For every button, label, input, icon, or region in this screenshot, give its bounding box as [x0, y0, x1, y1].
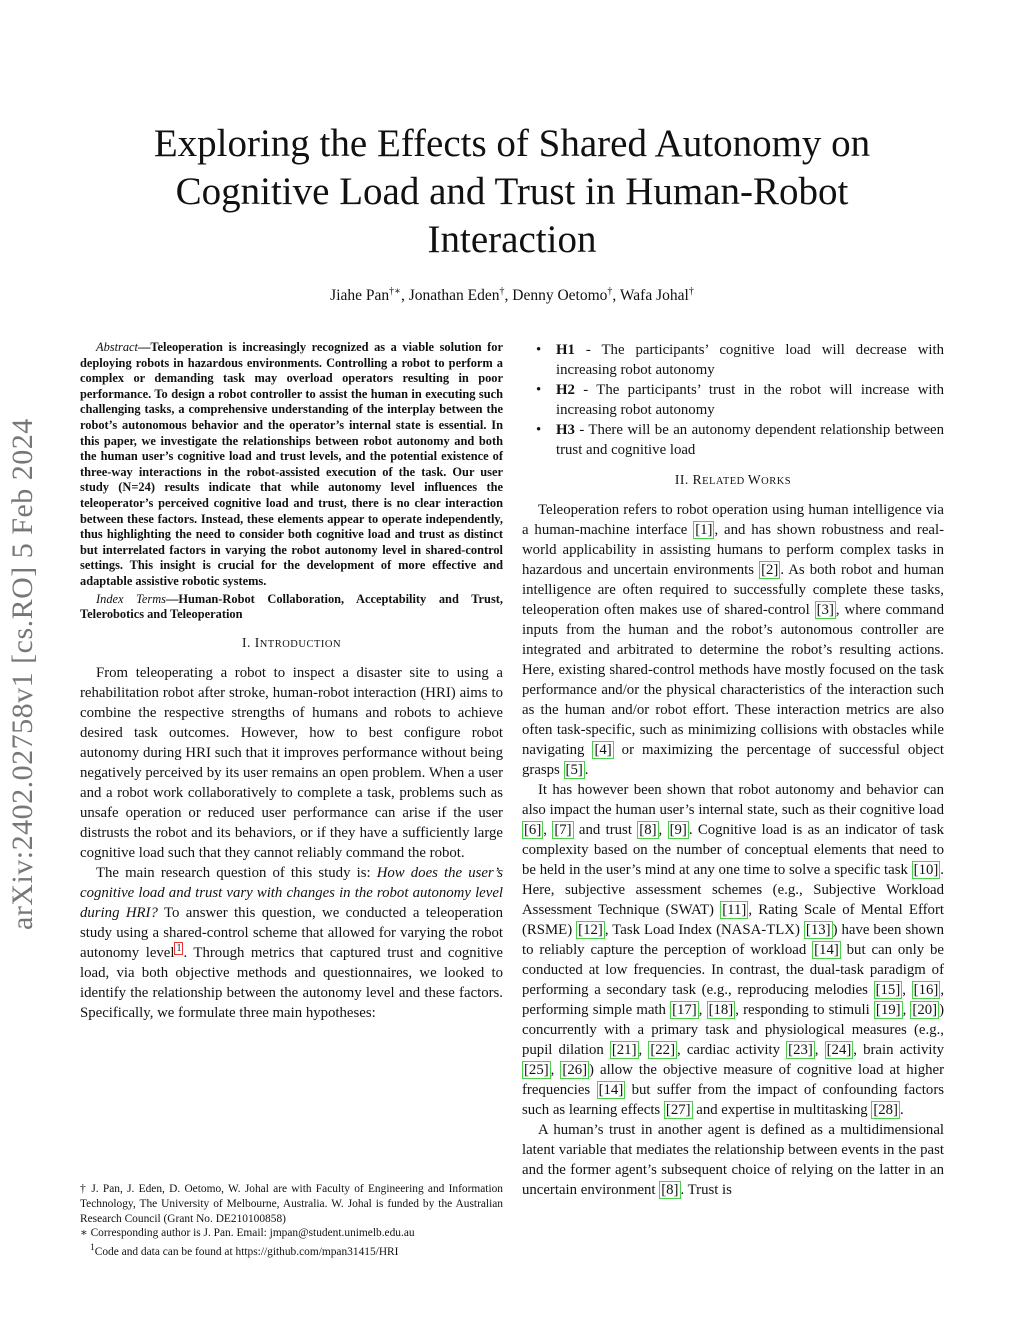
citation-link[interactable]: [19]: [875, 1002, 901, 1018]
citation-link[interactable]: [15]: [875, 982, 901, 998]
section-heading-introduction: I. INTRODUCTION: [241, 634, 342, 650]
related-works-paragraph: It has however been shown that robot autonomy and behavior can also impact the human user’s internal state, such as their cognitive load [6] , [7] and trust [8] , [9] . Cognitive load is as an indicator of task complexity based on the number of conceptual elements that need to be held in the user’s mind at any one time to solve a specific task [10] . Here, subjective assessment schemes (e.g., Subjective Workload Assessment Technique (SWAT) [11] , Rating Scale of Mental Effort (RSME) [12] , Task Load Index (NASA-TLX) [13] ) have been shown to reliably capture the perception of workload [14] but can only be conducted at low frequencies. In contrast, the dual-task paradigm of performing a secondary task (e.g., reproducing melodies [15] , [16] , performing simple math [17] , [18] , responding to stimuli [19] , [20] ) concurrently with a primary task and physiological measures (e.g., pupil dilation [21] , [22] , cardiac activity [23] , [24] , brain activity [25] , [26] ) allow the objective measure of cognitive load at higher frequencies [14] but suffer from the impact of confounding factors such as learning effects [27] and expertise in multitasking [28] .: [522, 782, 945, 1118]
index-terms: [80, 592, 503, 623]
citation-link[interactable]: [7]: [554, 822, 572, 838]
citation-link[interactable]: [1]: [695, 522, 713, 538]
index-terms-text: —Human-Robot Collaboration, Acceptability and Trust, Telerobotics and Teleoperation: [80, 591, 503, 622]
citation-link[interactable]: [28]: [873, 1102, 898, 1118]
citation-link[interactable]: [25]: [524, 1062, 549, 1078]
bullet-icon: •: [536, 342, 542, 358]
citation-link[interactable]: [5]: [565, 762, 583, 778]
title-line: Cognitive Load and Trust in Human-Robot: [175, 170, 849, 213]
index-terms-label: Index Terms: [96, 591, 166, 606]
author-list: [100, 286, 924, 305]
bullet-icon: •: [536, 422, 542, 438]
abstract-label: Abstract: [96, 340, 138, 354]
citation-link[interactable]: [20]: [912, 1002, 938, 1018]
citation-link[interactable]: [2]: [761, 562, 779, 578]
citation-link[interactable]: [24]: [826, 1042, 852, 1058]
citation-link[interactable]: [14]: [598, 1082, 624, 1098]
related-works-paragraph: Teleoperation refers to robot operation using human intelligence via a human-machine interface [1] , and has shown robustness and real-world applicability in assisting humans to perform complex tasks in hazardous and uncertain environments [2] . As both robot and human intelligence are often required to successfully complete these tasks, teleoperation often makes use of shared-control [3] , where command inputs from the human and the robot’s autonomous controller are integrated and arbitrated to determine the robot’s resulting actions. Here, existing shared-control methods have mostly focused on the task performance and/or the physical characteristics of the interaction such as the human and/or robot effort. These interaction metrics are also often task-specific, such as minimizing collisions with obstacles while navigating [4] or maximizing the percentage of successful object grasps [5] .: [522, 502, 944, 778]
footnote-affiliation: † J. Pan, J. Eden, D. Oetomo, W. Johal are with Faculty of Engineering and Information Technology, The University of Melbourne, Australia. W. Johal is funded by the Australian Research Council (Grant No. DE210100858): [80, 1183, 503, 1225]
citation-link[interactable]: [27]: [665, 1102, 691, 1118]
citation-link[interactable]: [3]: [816, 602, 834, 618]
citation-link[interactable]: [17]: [672, 1002, 697, 1018]
footnotes: [80, 1182, 503, 1260]
citation-link[interactable]: [16]: [913, 982, 939, 998]
related-works-paragraph: A human’s trust in another agent is defined as a multidimensional latent variable that mediates the relationship between events in the past and the former agent’s subsequent choice of relying on the latter in an uncertain environment [8] . Trust is: [522, 1122, 944, 1198]
abstract: [80, 340, 503, 590]
intro-paragraph: From teleoperating a robot to inspect a disaster site to using a rehabilitation robot after stroke, human-robot interaction (HRI) aims to combine the respective strengths of humans and robots to achieve desired task outcomes. However, how to best configure robot autonomy during HRI such that it improves performance without being negatively perceived by its user remains an open problem. When a user and a robot work collaboratively to complete a task, problems such as unsafe operation or reduced user performance can arise if the user distrusts the robot and its behaviors, or if they have a sufficiently large cognitive load such that they cannot reliably command the robot.: [80, 664, 503, 861]
citation-link[interactable]: [8]: [639, 822, 657, 838]
citation-link[interactable]: [14]: [814, 942, 839, 958]
bullet-icon: •: [536, 382, 542, 398]
citation-link[interactable]: [12]: [578, 922, 603, 938]
paper-title: [100, 120, 924, 264]
author: Jiahe Pan†∗,: [330, 286, 409, 305]
footnote-corresponding: ∗ Corresponding author is J. Pan. Email: jmpan@student.unimelb.edu.au: [80, 1227, 415, 1240]
citation-link[interactable]: [11]: [722, 902, 747, 918]
citation-link[interactable]: [22]: [650, 1042, 675, 1058]
citation-link[interactable]: [13]: [805, 922, 831, 938]
citation-link[interactable]: [9]: [669, 822, 687, 838]
hypothesis-item: • H2 - The participants’ trust in the robot will increase with increasing robot autonomy: [536, 382, 944, 418]
hypothesis-list: [522, 340, 944, 460]
right-column: [522, 340, 944, 1200]
citation-link[interactable]: [26]: [562, 1062, 588, 1078]
arxiv-identifier: arXiv:2402.02758v1 [cs.RO] 5 Feb 2024: [6, 418, 39, 930]
intro-paragraph: The main research question of this study is: How does the user’s cognitive load and trust vary with changes in the robot autonomy level during HRI? To answer this question, we conducted a teleoperation study using a shared-control scheme that allowed for varying the robot autonomy level $^1$ . Through metrics that captured trust and cognitive load, via both objective methods and questionnaires, we looked to identify the relationship between the autonomy level and these factors. Specifically, we formulate three main hypotheses:: [80, 864, 504, 1021]
author: Denny Oetomo†,: [512, 286, 620, 305]
abstract-text: —Teleoperation is increasingly recognized as a viable solution for deploying robots in hazardous environments. Controlling a robot to perform a complex or demanding task may overload operators resulting in poor performance. To design a robot controller to assist the human in executing such challenging tasks, a comprehensive understanding of the interplay between the robot’s autonomous behavior and the operator’s internal state is essential. In this paper, we investigate the relationships between robot autonomy and both the human user’s cognitive load and trust levels, and the potential existence of three-way interactions in the robot-assisted execution of the task. Our user study (N=24) results indicate that while autonomy level influences the teleoperator’s perceived cognitive load and trust, there is no clear interaction between these factors. Instead, these elements appear to operate independently, thus highlighting the need to consider both cognitive load and trust as distinct but interrelated factors in varying the robot autonomy level in shared-control settings. This insight is crucial for the development of more effective and adaptable assistive robotic systems.: [80, 340, 503, 588]
citation-link[interactable]: [23]: [788, 1042, 813, 1058]
citation-link[interactable]: [4]: [594, 742, 612, 758]
citation-link[interactable]: [8]: [661, 1182, 679, 1198]
title-line: Interaction: [427, 218, 597, 261]
author: Jonathan Eden†,: [408, 286, 513, 305]
left-column: [80, 340, 503, 1023]
footnote-link[interactable]: 1: [176, 942, 182, 954]
author: Wafa Johal†: [619, 286, 694, 305]
footnote-code: $^1$Code and data can be found at https://github.com/mpan31415/HRI: [90, 1243, 399, 1258]
section-heading-related-works: II. RELATED WORKS: [674, 472, 792, 487]
hypothesis-item: • H1 - The participants’ cognitive load will decrease with increasing robot autonomy: [536, 342, 944, 378]
citation-link[interactable]: [18]: [708, 1002, 734, 1018]
title-line: Exploring the Effects of Shared Autonomy on: [153, 122, 871, 165]
citation-link[interactable]: [10]: [913, 862, 939, 878]
hypothesis-item: • H3 - There will be an autonomy dependent relationship between trust and cognitive load: [536, 422, 944, 458]
citation-link[interactable]: [6]: [524, 822, 542, 838]
citation-link[interactable]: [21]: [611, 1042, 637, 1058]
